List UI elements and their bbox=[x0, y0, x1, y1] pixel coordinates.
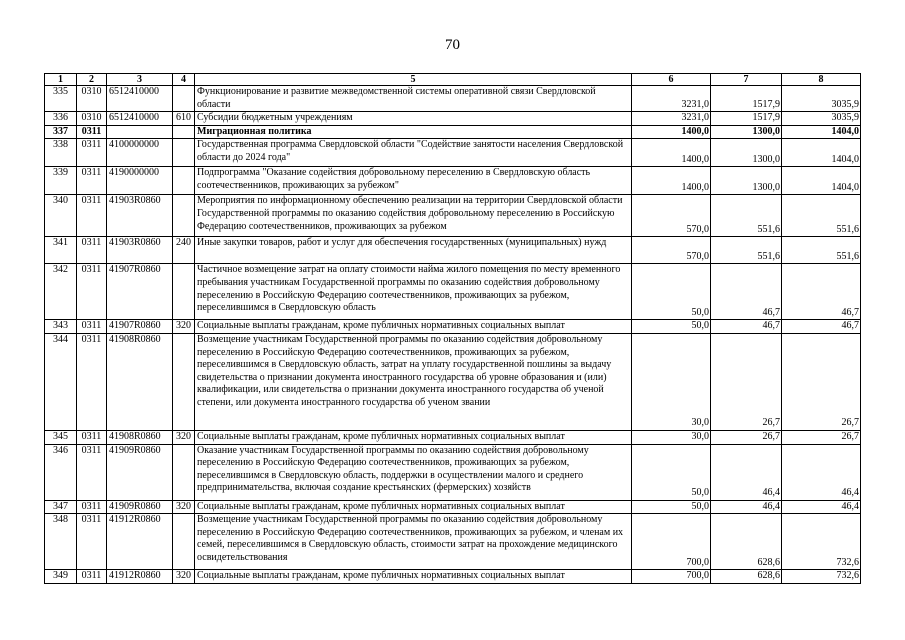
table-row bbox=[45, 167, 861, 195]
item-name-cell: Функционирование и развитие межведомственной системы оперативной связи Свердловской области bbox=[195, 86, 632, 112]
target-article-cell: 6512410000 bbox=[107, 112, 173, 126]
amount-cell-col7: 628,6 bbox=[711, 514, 782, 570]
expense-type-cell bbox=[173, 195, 195, 237]
row-number-cell: 335 bbox=[45, 86, 77, 112]
amount-cell-col7: 46,7 bbox=[711, 264, 782, 320]
column-header: 2 bbox=[77, 74, 107, 86]
amount-cell-col6: 50,0 bbox=[632, 264, 711, 320]
section-code-cell: 0311 bbox=[77, 264, 107, 320]
target-article-cell: 41907R0860 bbox=[107, 320, 173, 334]
row-number-cell: 337 bbox=[45, 125, 77, 139]
amount-cell-col6: 700,0 bbox=[632, 514, 711, 570]
row-number-cell: 341 bbox=[45, 237, 77, 264]
expense-type-cell: 320 bbox=[173, 500, 195, 514]
target-article-cell: 41908R0860 bbox=[107, 333, 173, 430]
expense-type-cell bbox=[173, 444, 195, 500]
expense-type-cell: 240 bbox=[173, 237, 195, 264]
row-number-cell: 347 bbox=[45, 500, 77, 514]
section-code-cell: 0311 bbox=[77, 430, 107, 444]
amount-cell-col8: 3035,9 bbox=[782, 112, 861, 126]
item-name-cell: Подпрограмма "Оказание содействия добровольному переселению в Свердловскую область соотечественников, проживающих за рубежом" bbox=[195, 167, 632, 195]
section-code-cell: 0311 bbox=[77, 167, 107, 195]
amount-cell-col6: 1400,0 bbox=[632, 139, 711, 167]
expense-type-cell: 320 bbox=[173, 430, 195, 444]
amount-cell-col6: 3231,0 bbox=[632, 86, 711, 112]
target-article-cell: 41903R0860 bbox=[107, 195, 173, 237]
amount-cell-col7: 551,6 bbox=[711, 195, 782, 237]
item-name-cell: Социальные выплаты гражданам, кроме публичных нормативных социальных выплат bbox=[195, 500, 632, 514]
amount-cell-col8: 46,7 bbox=[782, 264, 861, 320]
table-row bbox=[45, 444, 861, 500]
row-number-cell: 343 bbox=[45, 320, 77, 334]
amount-cell-col6: 50,0 bbox=[632, 500, 711, 514]
amount-cell-col7: 46,7 bbox=[711, 320, 782, 334]
section-code-cell: 0311 bbox=[77, 139, 107, 167]
amount-cell-col7: 628,6 bbox=[711, 570, 782, 584]
table-row bbox=[45, 514, 861, 570]
amount-cell-col6: 1400,0 bbox=[632, 167, 711, 195]
row-number-cell: 339 bbox=[45, 167, 77, 195]
section-code-cell: 0311 bbox=[77, 195, 107, 237]
section-code-cell: 0311 bbox=[77, 444, 107, 500]
section-code-cell: 0311 bbox=[77, 237, 107, 264]
amount-cell-col6: 3231,0 bbox=[632, 112, 711, 126]
target-article-cell bbox=[107, 125, 173, 139]
amount-cell-col7: 1517,9 bbox=[711, 112, 782, 126]
item-name-cell: Мероприятия по информационному обеспечению реализации на территории Свердловской области Государственной программы по оказанию содействия добровольному переселению в Российскую Федерацию соотечественников, проживающих за рубежом bbox=[195, 195, 632, 237]
amount-cell-col8: 26,7 bbox=[782, 430, 861, 444]
table-row bbox=[45, 333, 861, 430]
amount-cell-col7: 26,7 bbox=[711, 333, 782, 430]
item-name-cell: Государственная программа Свердловской области "Содействие занятости населения Свердловской области до 2024 года" bbox=[195, 139, 632, 167]
row-number-cell: 340 bbox=[45, 195, 77, 237]
table-row bbox=[45, 125, 861, 139]
table-row bbox=[45, 195, 861, 237]
target-article-cell: 41912R0860 bbox=[107, 570, 173, 584]
row-number-cell: 336 bbox=[45, 112, 77, 126]
target-article-cell: 41908R0860 bbox=[107, 430, 173, 444]
target-article-cell: 6512410000 bbox=[107, 86, 173, 112]
amount-cell-col6: 30,0 bbox=[632, 430, 711, 444]
item-name-cell: Иные закупки товаров, работ и услуг для обеспечения государственных (муниципальных) нужд bbox=[195, 237, 632, 264]
table-row bbox=[45, 237, 861, 264]
budget-table-container bbox=[44, 73, 860, 584]
amount-cell-col7: 1517,9 bbox=[711, 86, 782, 112]
column-header: 8 bbox=[782, 74, 861, 86]
amount-cell-col6: 570,0 bbox=[632, 195, 711, 237]
section-code-cell: 0311 bbox=[77, 514, 107, 570]
amount-cell-col7: 1300,0 bbox=[711, 167, 782, 195]
expense-type-cell: 320 bbox=[173, 320, 195, 334]
expense-type-cell bbox=[173, 125, 195, 139]
amount-cell-col8: 26,7 bbox=[782, 333, 861, 430]
item-name-cell: Социальные выплаты гражданам, кроме публичных нормативных социальных выплат bbox=[195, 430, 632, 444]
amount-cell-col7: 46,4 bbox=[711, 444, 782, 500]
amount-cell-col8: 3035,9 bbox=[782, 86, 861, 112]
amount-cell-col8: 46,7 bbox=[782, 320, 861, 334]
column-header: 1 bbox=[45, 74, 77, 86]
expense-type-cell bbox=[173, 86, 195, 112]
column-header: 7 bbox=[711, 74, 782, 86]
budget-table bbox=[44, 73, 861, 584]
target-article-cell: 4100000000 bbox=[107, 139, 173, 167]
section-code-cell: 0311 bbox=[77, 500, 107, 514]
row-number-cell: 342 bbox=[45, 264, 77, 320]
item-name-cell: Оказание участникам Государственной программы по оказанию содействия добровольному переселению в Российскую Федерацию соотечественников, проживающих за рубежом, переселившимся в Свердловскую область, поддержки в осуществлении малого и среднего предпринимательства, включая создание крестьянских (фермерских) хозяйств bbox=[195, 444, 632, 500]
amount-cell-col8: 551,6 bbox=[782, 195, 861, 237]
table-row bbox=[45, 430, 861, 444]
row-number-cell: 345 bbox=[45, 430, 77, 444]
target-article-cell: 41909R0860 bbox=[107, 444, 173, 500]
target-article-cell: 41903R0860 bbox=[107, 237, 173, 264]
row-number-cell: 344 bbox=[45, 333, 77, 430]
item-name-cell: Социальные выплаты гражданам, кроме публичных нормативных социальных выплат bbox=[195, 570, 632, 584]
amount-cell-col8: 551,6 bbox=[782, 237, 861, 264]
amount-cell-col8: 732,6 bbox=[782, 514, 861, 570]
table-row bbox=[45, 320, 861, 334]
target-article-cell: 4190000000 bbox=[107, 167, 173, 195]
expense-type-cell bbox=[173, 139, 195, 167]
amount-cell-col7: 551,6 bbox=[711, 237, 782, 264]
section-code-cell: 0310 bbox=[77, 86, 107, 112]
item-name-cell: Частичное возмещение затрат на оплату стоимости найма жилого помещения по месту временного пребывания участникам Государственной программы по оказанию содействия добровольному переселению в Российскую Федерацию соотечественников, проживающих за рубежом, переселившимся в Свердловскую область bbox=[195, 264, 632, 320]
section-code-cell: 0311 bbox=[77, 125, 107, 139]
column-header: 3 bbox=[107, 74, 173, 86]
amount-cell-col6: 30,0 bbox=[632, 333, 711, 430]
amount-cell-col6: 50,0 bbox=[632, 444, 711, 500]
item-name-cell: Субсидии бюджетным учреждениям bbox=[195, 112, 632, 126]
expense-type-cell bbox=[173, 264, 195, 320]
column-header: 5 bbox=[195, 74, 632, 86]
expense-type-cell bbox=[173, 514, 195, 570]
table-header-row bbox=[45, 74, 861, 86]
table-row bbox=[45, 264, 861, 320]
amount-cell-col8: 46,4 bbox=[782, 444, 861, 500]
item-name-cell: Миграционная политика bbox=[195, 125, 632, 139]
section-code-cell: 0311 bbox=[77, 570, 107, 584]
page-number: 70 bbox=[445, 37, 460, 53]
row-number-cell: 348 bbox=[45, 514, 77, 570]
table-row bbox=[45, 570, 861, 584]
amount-cell-col8: 732,6 bbox=[782, 570, 861, 584]
amount-cell-col7: 26,7 bbox=[711, 430, 782, 444]
row-number-cell: 338 bbox=[45, 139, 77, 167]
amount-cell-col7: 1300,0 bbox=[711, 139, 782, 167]
item-name-cell: Возмещение участникам Государственной программы по оказанию содействия добровольному переселению в Российскую Федерацию соотечественников, проживающих за рубежом, и членам их семей, переселившимся в Свердловскую область, стоимости затрат на прохождение медицинского освидетельствования bbox=[195, 514, 632, 570]
row-number-cell: 346 bbox=[45, 444, 77, 500]
expense-type-cell: 610 bbox=[173, 112, 195, 126]
item-name-cell: Социальные выплаты гражданам, кроме публичных нормативных социальных выплат bbox=[195, 320, 632, 334]
target-article-cell: 41912R0860 bbox=[107, 514, 173, 570]
expense-type-cell bbox=[173, 167, 195, 195]
table-body bbox=[45, 86, 861, 584]
column-header: 6 bbox=[632, 74, 711, 86]
amount-cell-col6: 700,0 bbox=[632, 570, 711, 584]
amount-cell-col8: 1404,0 bbox=[782, 125, 861, 139]
expense-type-cell: 320 bbox=[173, 570, 195, 584]
target-article-cell: 41907R0860 bbox=[107, 264, 173, 320]
target-article-cell: 41909R0860 bbox=[107, 500, 173, 514]
column-header: 4 bbox=[173, 74, 195, 86]
section-code-cell: 0311 bbox=[77, 333, 107, 430]
amount-cell-col8: 1404,0 bbox=[782, 167, 861, 195]
table-row bbox=[45, 500, 861, 514]
section-code-cell: 0310 bbox=[77, 112, 107, 126]
amount-cell-col6: 50,0 bbox=[632, 320, 711, 334]
section-code-cell: 0311 bbox=[77, 320, 107, 334]
table-row bbox=[45, 139, 861, 167]
amount-cell-col6: 1400,0 bbox=[632, 125, 711, 139]
item-name-cell: Возмещение участникам Государственной программы по оказанию содействия добровольному переселению в Российскую Федерацию соотечественников, проживающих за рубежом, переселившимся в Свердловскую область, затрат на уплату государственной пошлины за выдачу свидетельства о признании документа иностранного государства об уровне образования и (или) квалификации, или свидетельства о признании документа иностранного государства об ученой степени, или документа иностранного государства об ученом звании bbox=[195, 333, 632, 430]
amount-cell-col8: 46,4 bbox=[782, 500, 861, 514]
amount-cell-col7: 46,4 bbox=[711, 500, 782, 514]
amount-cell-col7: 1300,0 bbox=[711, 125, 782, 139]
row-number-cell: 349 bbox=[45, 570, 77, 584]
amount-cell-col8: 1404,0 bbox=[782, 139, 861, 167]
table-row bbox=[45, 112, 861, 126]
table-row bbox=[45, 86, 861, 112]
amount-cell-col6: 570,0 bbox=[632, 237, 711, 264]
expense-type-cell bbox=[173, 333, 195, 430]
